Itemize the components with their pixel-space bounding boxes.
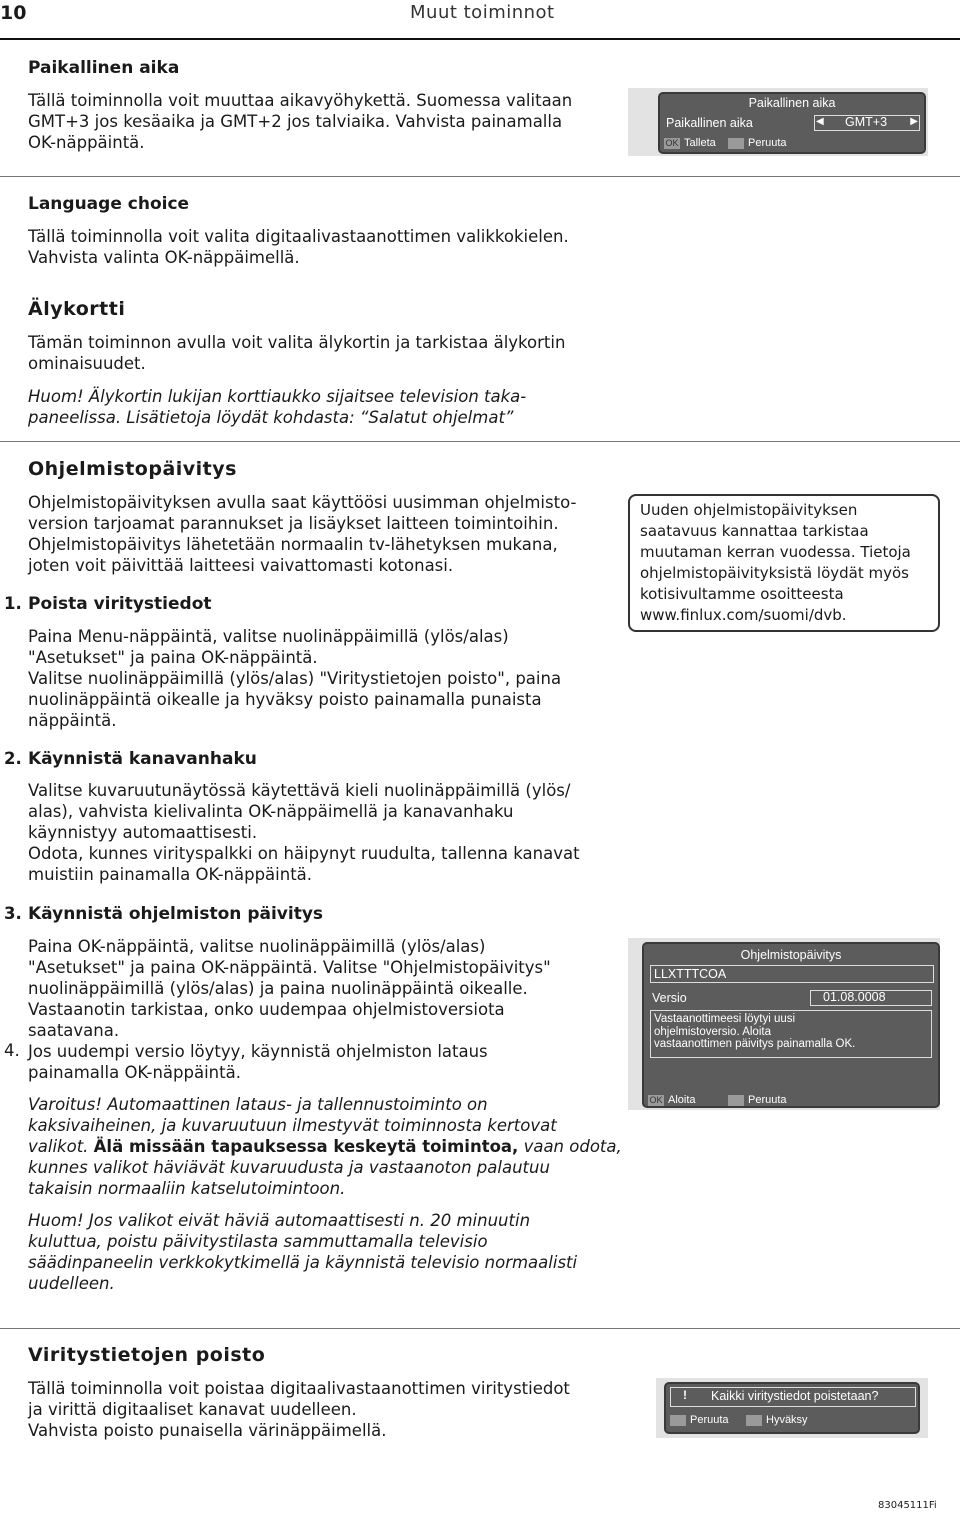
- local-time-heading: Paikallinen aika: [28, 58, 180, 78]
- ok-key-icon: OK: [665, 137, 679, 148]
- page-number: 10: [0, 2, 27, 24]
- update-warning: [28, 1094, 638, 1199]
- divider: [0, 176, 960, 177]
- cancel-key-icon: [728, 138, 744, 149]
- accept-hint: [746, 1414, 808, 1426]
- warning-text: Varoitus! Automaattinen lataus- ja tallennustoiminto on kaksivaiheinen, ja kuvaruutuun ilmestyvät toiminnosta kertovat valikot.: [28, 1095, 557, 1156]
- step4-body: Jos uudempi versio löytyy, käynnistä ohjelmiston lataus painamalla OK-näppäintä.: [28, 1042, 488, 1082]
- software-id: LLXTTTCOA: [654, 967, 727, 981]
- cancel-label: Peruuta: [748, 137, 787, 149]
- timezone-selector[interactable]: [814, 115, 920, 131]
- version-value: 01.08.0008: [823, 990, 886, 1004]
- warning-icon: !: [683, 1388, 687, 1402]
- confirm-message: Kaikki viritystiedot poistetaan?: [711, 1389, 879, 1403]
- osd-id-field: [650, 965, 934, 983]
- header-divider: [0, 38, 960, 40]
- start-label: Aloita: [668, 1094, 696, 1106]
- local-time-osd-frame: [628, 88, 928, 156]
- update-note: Huom! Jos valikot eivät häviä automaattisesti n. 20 minuutin kuluttua, poistu päivitystilasta sammuttamalla televisio säädinpaneelin verkkokytkimellä ja käynnistä televisio normaalisti uudelleen.: [28, 1211, 578, 1293]
- smartcard-note: Huom! Älykortin lukijan korttiaukko sijaitsee television taka- paneelissa. Lisätietoja löydät kohdasta: “Salatut ohjelmat”: [28, 387, 527, 427]
- timezone-value: GMT+3: [845, 115, 888, 129]
- page-title: Muut toiminnot: [410, 2, 555, 23]
- step-number: 4.: [4, 1041, 20, 1060]
- warning-bold: Älä missään tapauksessa keskeytä toimintoa,: [93, 1137, 519, 1156]
- osd-title: Paikallinen aika: [748, 96, 836, 110]
- green-key-icon: [746, 1415, 762, 1426]
- accept-label: Hyväksy: [766, 1414, 808, 1426]
- step1-title: Poista viritystiedot: [28, 594, 212, 614]
- osd-ok-hint: [648, 1094, 696, 1106]
- local-time-osd: [658, 92, 926, 154]
- erase-osd-frame: [656, 1378, 928, 1438]
- cancel-hint: [670, 1414, 729, 1426]
- osd-label: Paikallinen aika: [666, 116, 753, 130]
- erase-osd: [664, 1382, 920, 1434]
- cancel-key-icon: [728, 1095, 744, 1106]
- smartcard-heading: Älykortti: [28, 298, 126, 320]
- erase-heading: Viritystietojen poisto: [28, 1344, 266, 1366]
- step2-title: Käynnistä kanavanhaku: [28, 749, 257, 769]
- smartcard-body: Tämän toiminnon avulla voit valita älykortin ja tarkistaa älykortin ominaisuudet.: [28, 333, 566, 373]
- osd-cancel-hint: [728, 137, 787, 149]
- step-number: 3.: [4, 904, 22, 923]
- divider: [0, 441, 960, 442]
- warning-text: vaan odota, kunnes valikot häviävät kuvaruudusta ja vastaanoton palautuu takaisin normaaliin katselutoimintoon.: [28, 1137, 622, 1198]
- version-field: [810, 990, 932, 1006]
- arrow-right-icon[interactable]: ▶: [910, 116, 918, 127]
- osd-message: Vastaanottimeesi löytyi uusi ohjelmistoversio. Aloita vastaanottimen päivitys painamalla OK.: [650, 1010, 932, 1058]
- erase-body: Tällä toiminnolla voit poistaa digitaalivastaanottimen viritystiedot ja virittä digitaaliset kanavat uudelleen. Vahvista poisto punaisella värinäppäimellä.: [28, 1379, 570, 1440]
- update-heading: Ohjelmistopäivitys: [28, 458, 237, 480]
- ok-key-icon: OK: [649, 1094, 663, 1105]
- step1-body: Paina Menu-näppäintä, valitse nuolinäppäimillä (ylös/alas) "Asetukset" ja paina OK-näppäintä. Valitse nuolinäppäimillä (ylös/alas) "Viritystietojen poisto", paina nuolinäppäintä oikealle ja hyväksy poisto painamalla punaista näppäintä.: [28, 627, 562, 730]
- language-heading: Language choice: [28, 194, 190, 214]
- red-key-icon: [670, 1415, 686, 1426]
- divider: [0, 1328, 960, 1329]
- step3-title: Käynnistä ohjelmiston päivitys: [28, 904, 324, 924]
- update-tip-box: Uuden ohjelmistopäivityksen saatavuus kannattaa tarkistaa muutaman kerran vuodessa. Tietoja ohjelmistopäivityksistä löydät myös kotisivultamme osoitteesta www.finlux.com/suomi/dvb.: [628, 494, 940, 632]
- version-label: Versio: [652, 991, 687, 1005]
- cancel-label: Peruuta: [748, 1094, 787, 1106]
- ok-label: Talleta: [684, 137, 716, 149]
- cancel-label: Peruuta: [690, 1414, 729, 1426]
- step-number: 1.: [4, 594, 22, 613]
- osd-ok-hint: [664, 137, 716, 149]
- osd-cancel-hint: [728, 1094, 787, 1106]
- local-time-body: Tällä toiminnolla voit muuttaa aikavyöhykettä. Suomessa valitaan GMT+3 jos kesäaika ja GMT+2 jos talviaika. Vahvista painamalla OK-näppäintä.: [28, 91, 573, 152]
- step3-body: Paina OK-näppäintä, valitse nuolinäppäimillä (ylös/alas) "Asetukset" ja paina OK-näppäintä. Valitse "Ohjelmistopäivitys" nuolinäppäimillä (ylös/alas) ja paina nuolinäppäintä oikealle. Vastaanotin tarkistaa, onko uudempaa ohjelmistoversiota saatavana.: [28, 937, 551, 1040]
- update-intro: Ohjelmistopäivityksen avulla saat käyttöösi uusimman ohjelmisto- version tarjoamat parannukset ja lisäykset laitteen toimintoihin. Ohjelmistopäivitys lähetetään normaalin tv-lähetyksen mukana, joten voit päivittää laitteesi vaivattomasti kotonasi.: [28, 493, 577, 575]
- step2-body: Valitse kuvaruutunäytössä käytettävä kieli nuolinäppäimillä (ylös/ alas), vahvista kielivalinta OK-näppäimellä ja kanavanhaku käynnistyy automaattisesti. Odota, kunnes virityspalkki on häipynyt ruudulta, tallenna kanavat muistiin painamalla OK-näppäintä.: [28, 781, 580, 884]
- osd-title: Ohjelmistopäivitys: [740, 948, 842, 962]
- step-number: 2.: [4, 749, 22, 768]
- language-body: Tällä toiminnolla voit valita digitaalivastaanottimen valikkokielen. Vahvista valinta OK-näppäimellä.: [28, 227, 569, 267]
- update-osd: [642, 942, 940, 1108]
- document-code: 83045111Fi: [878, 1500, 937, 1511]
- arrow-left-icon[interactable]: ◀: [816, 116, 824, 127]
- confirm-message-box: [670, 1387, 916, 1407]
- update-osd-frame: [628, 938, 940, 1110]
